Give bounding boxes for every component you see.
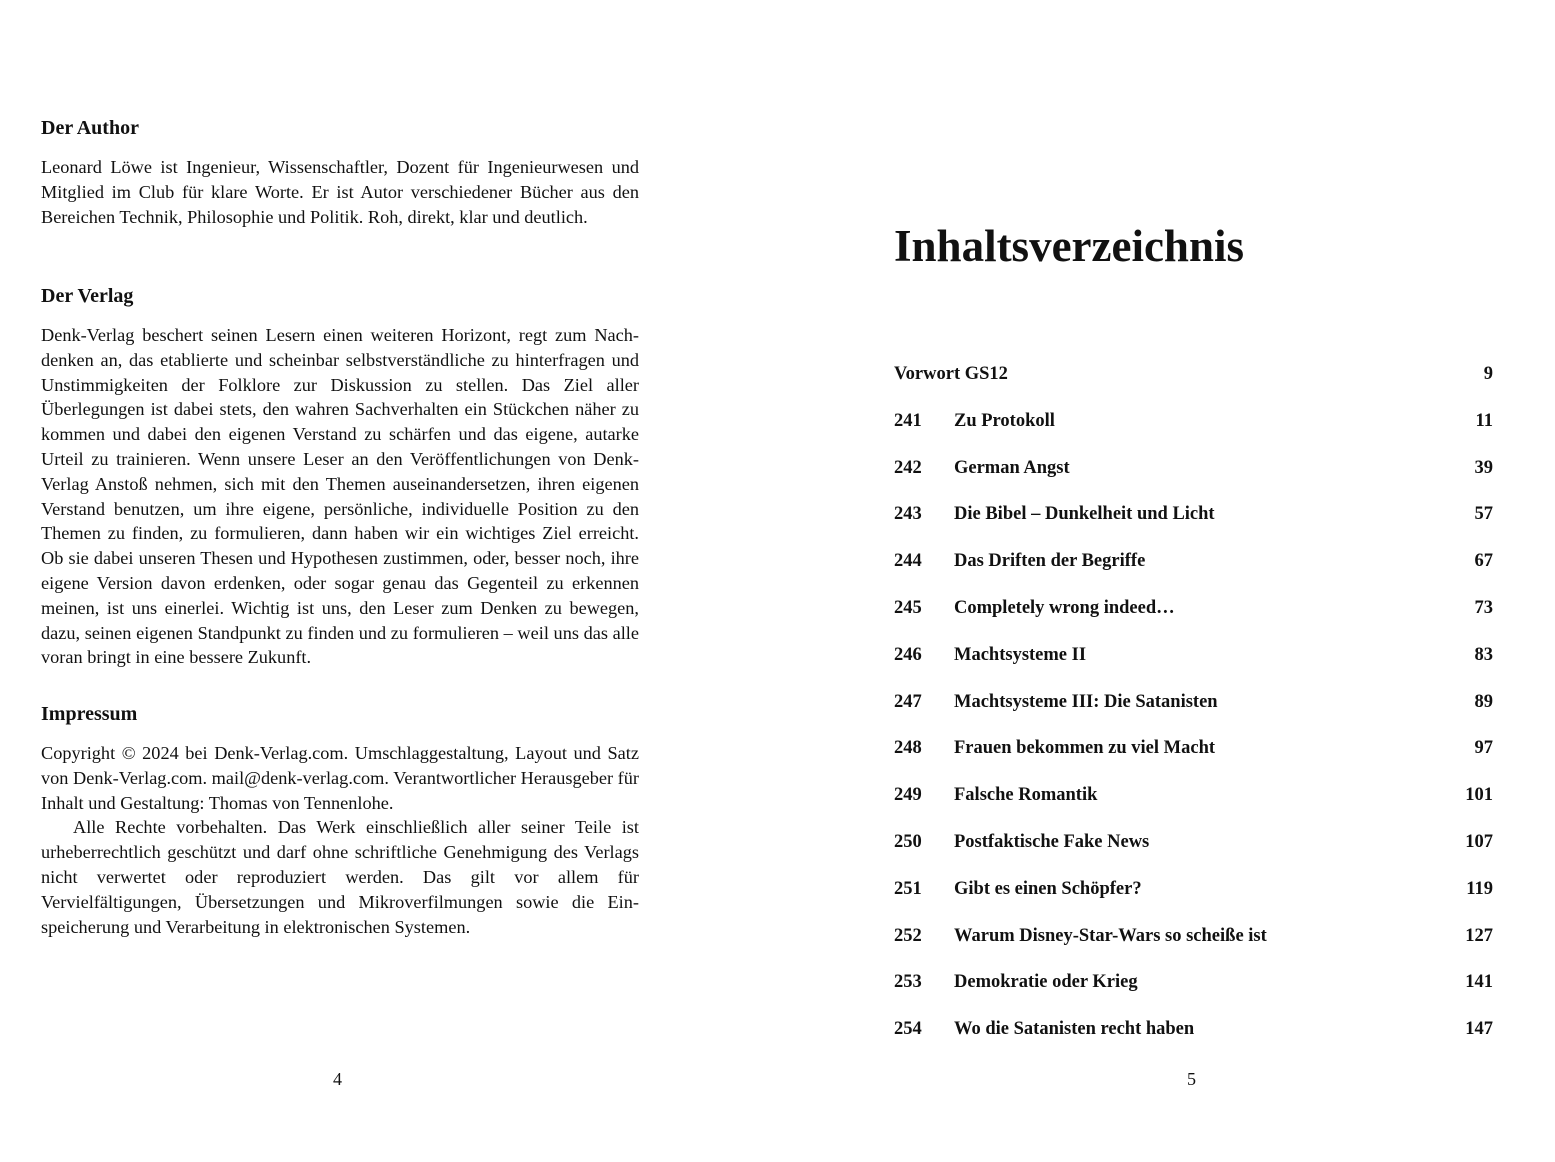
toc-entry[interactable] (894, 1016, 1493, 1063)
toc-entry[interactable] (894, 689, 1493, 736)
toc-entry-title: Gibt es einen Schöpfer? (954, 878, 1142, 899)
author-paragraph: Leonard Löwe ist Ingenieur, Wissenschaftler, Dozent für Ingenieurwesen und Mitglied im Club für klare Worte. Er ist Autor verschiedener Bücher aus den Bereichen Technik, Philosophie und Politik. Roh, direkt, klar und deutlich. (41, 157, 639, 227)
toc-entry-title: Completely wrong indeed… (954, 597, 1175, 618)
toc-entry[interactable] (894, 548, 1493, 595)
toc-entry-title: Falsche Romantik (954, 785, 1098, 806)
table-of-contents (894, 361, 1493, 1063)
toc-entry[interactable] (894, 501, 1493, 548)
toc-entry[interactable] (894, 595, 1493, 642)
toc-entry-title: Das Driften der Begriffe (954, 551, 1146, 572)
toc-entry-number: 243 (894, 504, 922, 525)
toc-entry-number: 244 (894, 551, 922, 572)
toc-entry-page: 67 (1474, 551, 1493, 572)
toc-entry-page: 119 (1466, 878, 1493, 899)
left-page (0, 0, 777, 1162)
toc-entry-title: Warum Disney-Star-Wars so scheiße ist (954, 925, 1267, 946)
toc-entry-title: Zu Protokoll (954, 410, 1055, 431)
toc-entry-number: 247 (894, 691, 922, 712)
toc-title: Inhaltsverzeichnis (894, 221, 1245, 271)
publisher-paragraph: Denk-Verlag beschert seinen Lesern einen weiteren Horizont, regt zum Nachdenken an, das etablierte und scheinbar selbstverständliche zu hinterfragen und Unstimmigkeiten der Folklore zur Diskussion zu stellen. Das Ziel aller Überlegungen ist dabei stets, den wahren Sachverhalten ein Stückchen näher zu kommen und dabei den eigenen Verstand zu schärfen und das eigene, autarke Urteil zu trainieren. Wenn unsere Leser an den Veröffentlichungen von Denk-Verlag Anstoß nehmen, sich mit den Themen auseinandersetzen, ihren eigenen Verstand benutzen, um ihre eigene, persönliche, individuelle Position zu den Themen zu finden, zu formulieren, dann haben wir ein wichtiges Ziel erreicht. Ob sie dabei unseren Thesen und Hypothesen zustimmen, oder, besser noch, ihre eigene Version davon erdenken, oder sogar genau das Gegenteil zu erkennen meinen, ist uns einerlei. Wichtig ist uns, den Leser zum Denken zu bewegen, dazu, seinen eigenen Standpunkt zu finden und zu formulieren – weil uns das alle voran bringt in eine bessere Zukunft. (41, 325, 639, 668)
toc-entry-title: German Angst (954, 457, 1070, 478)
toc-entry[interactable] (894, 408, 1493, 455)
toc-entry-number: 253 (894, 972, 922, 993)
toc-entry-page: 97 (1474, 738, 1493, 759)
toc-entry-number: 248 (894, 738, 922, 759)
toc-entry[interactable] (894, 969, 1493, 1016)
imprint-paragraph-2: Alle Rechte vorbehalten. Das Werk einschließlich aller seiner Teile ist urheberrechtlich geschützt und darf ohne schriftliche Genehmigung des Verlags nicht verwertet oder reproduziert werden. Das gilt vor allem für Vervielfältigungen, Übersetzungen und Mikroverfilmungen sowie die Einspeicherung und Verarbeitung in elektronischen Systemen. (41, 817, 639, 937)
toc-entry-page: 107 (1465, 831, 1493, 852)
toc-entry-title: Wo die Satanisten recht haben (954, 1019, 1195, 1040)
toc-entry-number: 251 (894, 878, 922, 899)
toc-entry[interactable] (894, 361, 1493, 408)
toc-entry-page: 127 (1465, 925, 1493, 946)
toc-entry-page: 11 (1475, 410, 1493, 431)
toc-entry-title: Demokratie oder Krieg (954, 972, 1138, 993)
toc-entry-page: 39 (1474, 457, 1493, 478)
toc-entry-page: 83 (1474, 644, 1493, 665)
toc-entry-page: 73 (1474, 597, 1493, 618)
toc-entry-title: Postfaktische Fake News (954, 831, 1150, 852)
toc-entry-page: 89 (1474, 691, 1493, 712)
toc-entry[interactable] (894, 876, 1493, 923)
toc-entry-title: Machtsysteme III: Die Satanisten (954, 691, 1218, 712)
imprint-heading: Impressum (41, 703, 138, 725)
toc-entry-number: 245 (894, 597, 922, 618)
toc-entry-title: Die Bibel – Dunkelheit und Licht (954, 504, 1215, 525)
toc-entry-number: 242 (894, 457, 922, 478)
toc-entry[interactable] (894, 735, 1493, 782)
toc-entry-number: 241 (894, 410, 922, 431)
page-number-left: 4 (333, 1069, 342, 1089)
imprint-body (41, 741, 639, 939)
publisher-heading: Der Verlag (41, 285, 134, 307)
toc-entry-title: Frauen bekommen zu viel Macht (954, 738, 1216, 759)
toc-entry-title: Machtsysteme II (954, 644, 1087, 665)
toc-entry[interactable] (894, 642, 1493, 689)
page-number-right: 5 (1187, 1069, 1196, 1089)
toc-entry-page: 147 (1465, 1019, 1493, 1040)
imprint-paragraph-1: Copyright © 2024 bei Denk-Verlag.com. Umschlaggestaltung, Layout und Satz von Denk-Verlag.com. mail@denk-verlag.com. Verantwortlicher Herausgeber für Inhalt und Gestaltung: Thomas von Tennenlohe. (41, 743, 639, 813)
toc-entry-number: 246 (894, 644, 922, 665)
toc-entry-number: 249 (894, 785, 922, 806)
toc-entry-page: 101 (1465, 785, 1493, 806)
toc-entry-page: 141 (1465, 972, 1493, 993)
toc-entry-number: 252 (894, 925, 922, 946)
right-page (777, 0, 1555, 1162)
toc-entry-page: 9 (1483, 364, 1493, 384)
toc-entry-page: 57 (1474, 504, 1493, 525)
toc-entry-title: Vorwort GS12 (894, 364, 1008, 384)
toc-entry[interactable] (894, 782, 1493, 829)
toc-entry[interactable] (894, 923, 1493, 970)
toc-entry[interactable] (894, 829, 1493, 876)
toc-entry[interactable] (894, 455, 1493, 502)
toc-entry-number: 254 (894, 1019, 922, 1040)
toc-entry-number: 250 (894, 831, 922, 852)
author-heading: Der Author (41, 117, 139, 139)
